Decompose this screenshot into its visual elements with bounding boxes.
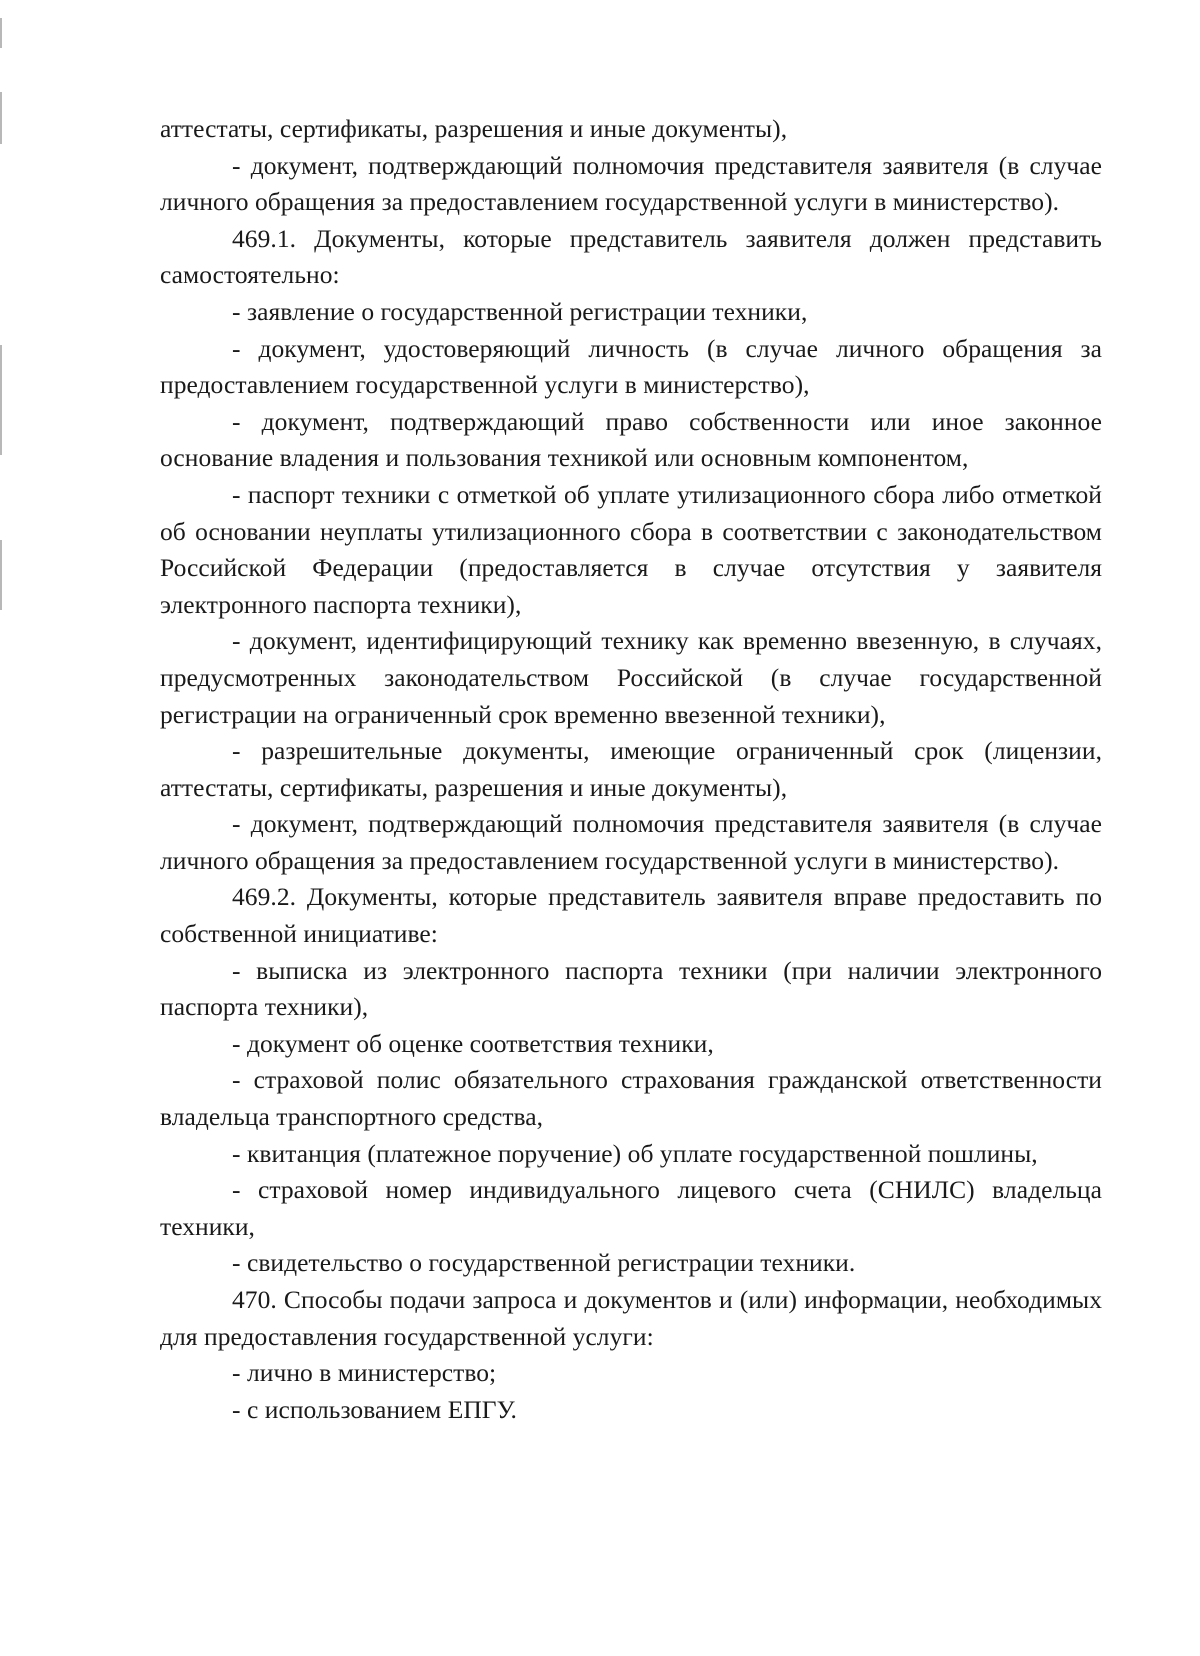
paragraph: - документ, идентифицирующий технику как временно ввезенную, в случаях, предусмотренных законодательством Российской (в случае государственной регистрации на ограниченный срок временно ввезенной техники), <box>160 626 1102 729</box>
paragraph: - с использованием ЕПГУ. <box>232 1394 517 1424</box>
paragraph: - страховой полис обязательного страхования гражданской ответственности владельца транспортного средства, <box>160 1065 1102 1132</box>
paragraph: - документ, подтверждающий право собственности или иное законное основание владения и пользования техникой или основным компонентом, <box>160 406 1102 473</box>
paragraph: - свидетельство о государственной регистрации техники. <box>232 1248 856 1278</box>
paragraph: 469.2. Документы, которые представитель заявителя вправе предоставить по собственной инициативе: <box>160 882 1102 949</box>
scan-edge-mark <box>0 18 2 48</box>
paragraph: - лично в министерство; <box>232 1358 497 1388</box>
scan-edge-mark <box>0 345 2 455</box>
paragraph: - документ, удостоверяющий личность (в случае личного обращения за предоставлением государственной услуги в министерство), <box>160 333 1102 400</box>
paragraph: 470. Способы подачи запроса и документов и (или) информации, необходимых для предоставления государственной услуги: <box>160 1285 1102 1351</box>
document-body <box>160 111 1102 1428</box>
paragraph: - документ, подтверждающий полномочия представителя заявителя (в случае личного обращения за предоставлением государственной услуги в министерство). <box>160 809 1102 875</box>
paragraph: - паспорт техники с отметкой об уплате утилизационного сбора либо отметкой об основании неуплаты утилизационного сбора в соответствии с законодательством Российской Федерации (предоставляется в случае отсутствия у заявителя электронного паспорта техники), <box>160 479 1102 619</box>
paragraph: 469.1. Документы, которые представитель заявителя должен представить самостоятельно: <box>160 223 1102 290</box>
paragraph: - документ, подтверждающий полномочия представителя заявителя (в случае личного обращения за предоставлением государственной услуги в министерство). <box>160 150 1102 217</box>
paragraph: - квитанция (платежное поручение) об уплате государственной пошлины, <box>232 1138 1038 1168</box>
paragraph: аттестаты, сертификаты, разрешения и иные документы), <box>160 114 788 143</box>
paragraph: - страховой номер индивидуального лицевого счета (СНИЛС) владельца техники, <box>160 1175 1102 1241</box>
paragraph: - выписка из электронного паспорта техники (при наличии электронного паспорта техники), <box>160 955 1102 1022</box>
paragraph: - заявление о государственной регистрации техники, <box>232 296 808 326</box>
paragraph: - документ об оценке соответствия техники, <box>232 1028 714 1058</box>
scan-edge-mark <box>0 92 2 144</box>
paragraph: - разрешительные документы, имеющие ограниченный срок (лицензии, аттестаты, сертификаты, разрешения и иные документы), <box>160 736 1102 802</box>
scan-edge-mark <box>0 540 2 610</box>
